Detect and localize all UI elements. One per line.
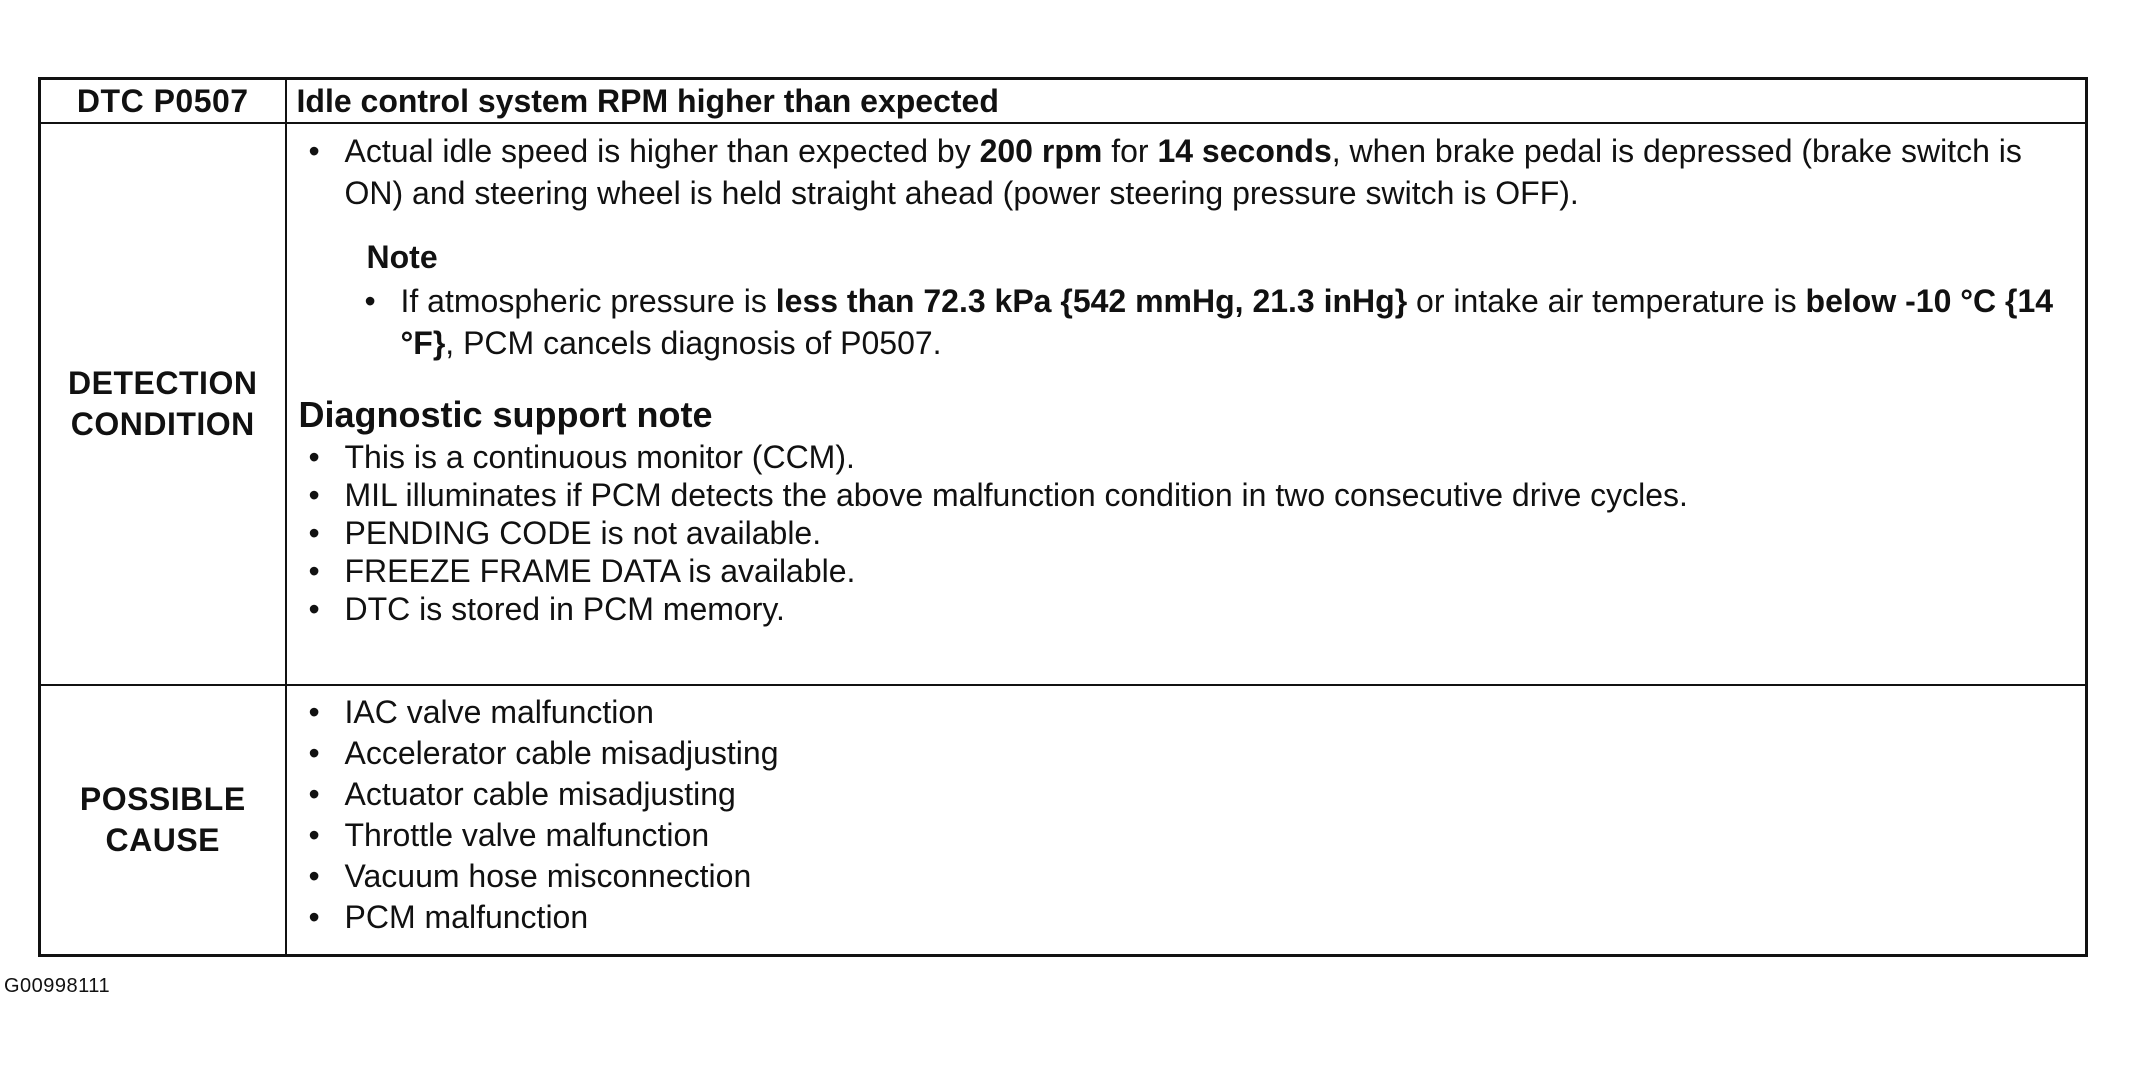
support-item: • FREEZE FRAME DATA is available.: [297, 552, 2076, 590]
dtc-info-table: [38, 77, 2088, 957]
dtc-title: Idle control system RPM higher than expected: [296, 82, 999, 119]
time-threshold: 14 seconds: [1157, 133, 1332, 169]
support-item: • PENDING CODE is not available.: [297, 514, 2076, 552]
detection-label-line2: CONDITION: [70, 406, 255, 442]
header-row: [40, 79, 2087, 124]
dtc-code-cell: [40, 79, 286, 124]
cause-item: • Throttle valve malfunction: [297, 815, 2076, 856]
cause-row: [40, 685, 2087, 956]
support-item: • DTC is stored in PCM memory.: [297, 590, 2076, 628]
support-note-list: [297, 438, 2076, 628]
cause-item: • Accelerator cable misadjusting: [297, 733, 2076, 774]
note-list: [367, 280, 2076, 364]
cause-item: • PCM malfunction: [297, 897, 2076, 938]
note-block: [367, 236, 2076, 364]
dtc-title-cell: [286, 79, 2087, 124]
support-item: • MIL illuminates if PCM detects the above malfunction condition in two consecutive drive cycles.: [297, 476, 2076, 514]
detection-label-line1: DETECTION: [68, 365, 258, 401]
cause-list: [297, 692, 2076, 938]
support-item: • This is a continuous monitor (CCM).: [297, 438, 2076, 476]
cause-label-line2: CAUSE: [105, 822, 220, 858]
detection-content-cell: [286, 123, 2087, 685]
detection-label-cell: [40, 123, 286, 685]
cause-label-cell: [40, 685, 286, 956]
cause-label-line1: POSSIBLE: [79, 781, 246, 817]
detection-main-bullet: • Actual idle speed is higher than expected by 200 rpm for 14 seconds, when brake pedal is depressed (brake switch is ON) and steering wheel is held straight ahead (power steering pressure switch is OFF).: [297, 130, 2076, 214]
detection-main-list: [297, 130, 2076, 214]
note-bullet: • If atmospheric pressure is less than 72.3 kPa {542 mmHg, 21.3 inHg} or intake air temperature is below -10 °C {14 °F}, PCM cancels diagnosis of P0507.: [367, 280, 2076, 364]
cause-item: • Vacuum hose misconnection: [297, 856, 2076, 897]
pressure-threshold: less than 72.3 kPa {542 mmHg, 21.3 inHg}: [775, 283, 1408, 319]
rpm-threshold: 200 rpm: [979, 133, 1103, 169]
cause-content-cell: [286, 685, 2087, 956]
temperature-threshold: below -10 °C {14 °F}: [400, 283, 2054, 361]
support-note-title: Diagnostic support note: [298, 394, 713, 435]
note-title: Note: [366, 239, 438, 275]
cause-item: • Actuator cable misadjusting: [297, 774, 2076, 815]
dtc-code: DTC P0507: [76, 82, 249, 119]
cause-item: • IAC valve malfunction: [297, 692, 2076, 733]
detection-row: [40, 123, 2087, 685]
figure-id: G00998111: [4, 975, 111, 997]
